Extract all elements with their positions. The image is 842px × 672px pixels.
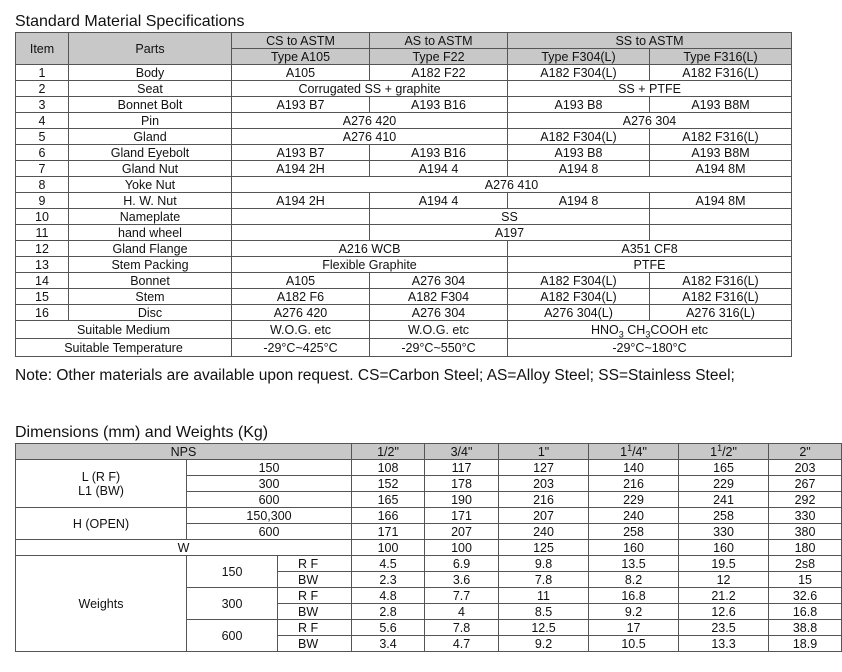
dim-value: 17 xyxy=(589,620,679,636)
dim-value: 166 xyxy=(352,508,425,524)
dim-value: 108 xyxy=(352,460,425,476)
dim-value: 16.8 xyxy=(769,604,842,620)
l-label-bw: L1 (BW) xyxy=(78,483,124,498)
end-type: BW xyxy=(278,604,352,620)
end-type: R F xyxy=(278,556,352,572)
spec-part: Bonnet Bolt xyxy=(69,97,232,113)
header-item: Item xyxy=(16,33,69,65)
spec-f304: A193 B8 xyxy=(508,145,650,161)
dim-value: 2.3 xyxy=(352,572,425,588)
size-one-half-c: /2" xyxy=(722,444,737,459)
spec-item: 16 xyxy=(16,305,69,321)
spec-part: hand wheel xyxy=(69,225,232,241)
medium-ss-a: HNO xyxy=(591,322,619,337)
spec-row xyxy=(16,273,792,289)
medium-label: Suitable Medium xyxy=(16,321,232,339)
dim-value: 160 xyxy=(589,540,679,556)
dim-value: 140 xyxy=(589,460,679,476)
dim-value: 19.5 xyxy=(679,556,769,572)
dim-value: 4 xyxy=(425,604,499,620)
l-label-rf: L (R F) xyxy=(81,469,121,484)
dim-value: 2s8 xyxy=(769,556,842,572)
header-cs: CS to ASTM xyxy=(232,33,370,49)
spec-item: 12 xyxy=(16,241,69,257)
dim-value: 23.5 xyxy=(679,620,769,636)
spec-f316: A193 B8M xyxy=(650,145,792,161)
spec-f304: A182 F304(L) xyxy=(508,129,650,145)
dim-row-h xyxy=(16,508,842,524)
spec-part: Stem Packing xyxy=(69,257,232,273)
size-one-quarter-c: /4" xyxy=(632,444,647,459)
spec-f316: A194 8M xyxy=(650,193,792,209)
spec-part: Gland Eyebolt xyxy=(69,145,232,161)
temperature-label: Suitable Temperature xyxy=(16,339,232,357)
dim-value: 100 xyxy=(425,540,499,556)
end-type: R F xyxy=(278,620,352,636)
header-as: AS to ASTM xyxy=(370,33,508,49)
spec-as: A193 B16 xyxy=(370,145,508,161)
class-rating: 600 xyxy=(187,492,352,508)
size-one-inch: 1" xyxy=(499,444,589,460)
dim-value: 10.5 xyxy=(589,636,679,652)
spec-item: 10 xyxy=(16,209,69,225)
size-one-quarter-b: 1 xyxy=(627,442,633,453)
spec-cs: A194 2H xyxy=(232,193,370,209)
spec-item: 11 xyxy=(16,225,69,241)
medium-ss-e: COOH etc xyxy=(650,322,708,337)
spec-row xyxy=(16,161,792,177)
spec-f316: A276 316(L) xyxy=(650,305,792,321)
spec-cs: A105 xyxy=(232,65,370,81)
spec-row xyxy=(16,193,792,209)
spec-row xyxy=(16,129,792,145)
spec-row xyxy=(16,65,792,81)
spec-cs: A193 B7 xyxy=(232,145,370,161)
dim-value: 9.8 xyxy=(499,556,589,572)
spec-ss: A276 304 xyxy=(508,113,792,129)
dim-value: 15 xyxy=(769,572,842,588)
dim-value: 240 xyxy=(589,508,679,524)
spec-f316: A182 F316(L) xyxy=(650,65,792,81)
header-type-f22: Type F22 xyxy=(370,49,508,65)
dim-value: 8.5 xyxy=(499,604,589,620)
spec-row xyxy=(16,209,792,225)
spec-f316: A194 8M xyxy=(650,161,792,177)
dim-row-w xyxy=(16,540,842,556)
end-type: BW xyxy=(278,572,352,588)
weight-class: 600 xyxy=(187,620,278,652)
dim-value: 32.6 xyxy=(769,588,842,604)
spec-cs-as: A276 420 xyxy=(232,113,508,129)
class-rating: 150,300 xyxy=(187,508,352,524)
size-one-quarter-inch xyxy=(589,444,679,460)
dim-value: 207 xyxy=(499,508,589,524)
dim-value: 190 xyxy=(425,492,499,508)
dim-value: 165 xyxy=(679,460,769,476)
medium-as: W.O.G. etc xyxy=(370,321,508,339)
dim-value: 178 xyxy=(425,476,499,492)
dim-value: 5.6 xyxy=(352,620,425,636)
spec-row xyxy=(16,225,792,241)
spec-empty xyxy=(650,225,792,241)
size-one-half-a: 1 xyxy=(710,444,718,459)
spec-item: 5 xyxy=(16,129,69,145)
class-rating: 150 xyxy=(187,460,352,476)
spec-cs: A194 2H xyxy=(232,161,370,177)
dim-value: 117 xyxy=(425,460,499,476)
weight-class: 150 xyxy=(187,556,278,588)
spec-empty xyxy=(232,209,370,225)
spec-row xyxy=(16,97,792,113)
dim-value: 165 xyxy=(352,492,425,508)
temperature-ss: -29°C~180°C xyxy=(508,339,792,357)
dim-value: 3.4 xyxy=(352,636,425,652)
dim-value: 100 xyxy=(352,540,425,556)
spec-cs-as: A276 410 xyxy=(232,129,508,145)
spec-part: Body xyxy=(69,65,232,81)
temperature-cs: -29°C~425°C xyxy=(232,339,370,357)
size-one-quarter-a: 1 xyxy=(620,444,628,459)
spec-cs-as: Corrugated SS + graphite xyxy=(232,81,508,97)
dim-value: 267 xyxy=(769,476,842,492)
weight-row xyxy=(16,556,842,572)
spec-ss: SS + PTFE xyxy=(508,81,792,97)
dim-value: 7.8 xyxy=(425,620,499,636)
size-half-inch: 1/2" xyxy=(352,444,425,460)
spec-cs-as: Flexible Graphite xyxy=(232,257,508,273)
dim-value: 180 xyxy=(769,540,842,556)
spec-row xyxy=(16,81,792,97)
spec-item: 15 xyxy=(16,289,69,305)
dim-value: 229 xyxy=(589,492,679,508)
spec-f304: A182 F304(L) xyxy=(508,289,650,305)
header-ss: SS to ASTM xyxy=(508,33,792,49)
spec-f304: A182 F304(L) xyxy=(508,273,650,289)
spec-f316: A182 F316(L) xyxy=(650,289,792,305)
dim-value: 12.6 xyxy=(679,604,769,620)
class-rating: 600 xyxy=(187,524,352,540)
dim-value: 171 xyxy=(352,524,425,540)
spec-mid: SS xyxy=(370,209,650,225)
spec-mid: A197 xyxy=(370,225,650,241)
spec-row xyxy=(16,145,792,161)
spec-item: 9 xyxy=(16,193,69,209)
spec-item: 7 xyxy=(16,161,69,177)
dim-value: 12 xyxy=(679,572,769,588)
size-one-half-b: 1 xyxy=(717,442,723,453)
dim-value: 21.2 xyxy=(679,588,769,604)
medium-ss xyxy=(508,321,792,339)
spec-part: Bonnet xyxy=(69,273,232,289)
dim-value: 125 xyxy=(499,540,589,556)
spec-as: A182 F22 xyxy=(370,65,508,81)
class-rating: 300 xyxy=(187,476,352,492)
dim-value: 127 xyxy=(499,460,589,476)
spec-cs: A182 F6 xyxy=(232,289,370,305)
spec-f304: A276 304(L) xyxy=(508,305,650,321)
dim-value: 9.2 xyxy=(499,636,589,652)
spec-ss: A351 CF8 xyxy=(508,241,792,257)
header-parts: Parts xyxy=(69,33,232,65)
size-three-quarter-inch: 3/4" xyxy=(425,444,499,460)
dim-value: 160 xyxy=(679,540,769,556)
header-type-a105: Type A105 xyxy=(232,49,370,65)
medium-ss-c: CH xyxy=(623,322,646,337)
medium-ss-b: 3 xyxy=(618,329,624,339)
dim-row-l xyxy=(16,460,842,476)
spec-row xyxy=(16,257,792,273)
spec-part: H. W. Nut xyxy=(69,193,232,209)
dim-value: 216 xyxy=(589,476,679,492)
spec-f304: A194 8 xyxy=(508,161,650,177)
spec-as: A182 F304 xyxy=(370,289,508,305)
spec-f316: A193 B8M xyxy=(650,97,792,113)
dim-value: 13.5 xyxy=(589,556,679,572)
spec-ss: PTFE xyxy=(508,257,792,273)
dim-value: 330 xyxy=(769,508,842,524)
spec-f316: A182 F316(L) xyxy=(650,129,792,145)
dim-value: 330 xyxy=(679,524,769,540)
dim-value: 4.7 xyxy=(425,636,499,652)
spec-cs: A193 B7 xyxy=(232,97,370,113)
dim-value: 4.8 xyxy=(352,588,425,604)
nps-header: NPS xyxy=(16,444,352,460)
dimensions-table xyxy=(15,443,842,652)
spec-item: 2 xyxy=(16,81,69,97)
spec-cs: A105 xyxy=(232,273,370,289)
spec-item: 14 xyxy=(16,273,69,289)
spec-row xyxy=(16,305,792,321)
weights-label: Weights xyxy=(16,556,187,652)
spec-part: Seat xyxy=(69,81,232,97)
spec-f304: A182 F304(L) xyxy=(508,65,650,81)
spec-f304: A193 B8 xyxy=(508,97,650,113)
w-label: W xyxy=(16,540,352,556)
h-label: H (OPEN) xyxy=(16,508,187,540)
dim-value: 240 xyxy=(499,524,589,540)
size-one-half-inch xyxy=(679,444,769,460)
spec-f316: A182 F316(L) xyxy=(650,273,792,289)
header-type-f316: Type F316(L) xyxy=(650,49,792,65)
spec-row xyxy=(16,241,792,257)
dim-value: 4.5 xyxy=(352,556,425,572)
dim-value: 16.8 xyxy=(589,588,679,604)
spec-part: Pin xyxy=(69,113,232,129)
spec-all: A276 410 xyxy=(232,177,792,193)
dim-value: 152 xyxy=(352,476,425,492)
dim-value: 13.3 xyxy=(679,636,769,652)
spec-as: A193 B16 xyxy=(370,97,508,113)
dims-title: Dimensions (mm) and Weights (Kg) xyxy=(15,424,269,441)
dim-value: 258 xyxy=(679,508,769,524)
dim-value: 171 xyxy=(425,508,499,524)
spec-item: 8 xyxy=(16,177,69,193)
spec-as: A276 304 xyxy=(370,305,508,321)
dim-value: 292 xyxy=(769,492,842,508)
dim-value: 7.7 xyxy=(425,588,499,604)
dim-value: 12.5 xyxy=(499,620,589,636)
spec-as: A194 4 xyxy=(370,161,508,177)
dim-value: 241 xyxy=(679,492,769,508)
dim-value: 7.8 xyxy=(499,572,589,588)
spec-item: 13 xyxy=(16,257,69,273)
medium-ss-d: 3 xyxy=(645,329,651,339)
dim-value: 2.8 xyxy=(352,604,425,620)
spec-part: Nameplate xyxy=(69,209,232,225)
weight-class: 300 xyxy=(187,588,278,620)
dim-value: 380 xyxy=(769,524,842,540)
dim-value: 38.8 xyxy=(769,620,842,636)
temperature-as: -29°C~550°C xyxy=(370,339,508,357)
spec-title: Standard Material Specifications xyxy=(15,13,245,30)
spec-row xyxy=(16,177,792,193)
size-two-inch: 2" xyxy=(769,444,842,460)
spec-row xyxy=(16,289,792,305)
spec-part: Disc xyxy=(69,305,232,321)
spec-part: Stem xyxy=(69,289,232,305)
dim-value: 258 xyxy=(589,524,679,540)
dim-value: 207 xyxy=(425,524,499,540)
spec-part: Gland Nut xyxy=(69,161,232,177)
dim-value: 9.2 xyxy=(589,604,679,620)
spec-part: Gland xyxy=(69,129,232,145)
spec-part: Gland Flange xyxy=(69,241,232,257)
dim-value: 3.6 xyxy=(425,572,499,588)
medium-cs: W.O.G. etc xyxy=(232,321,370,339)
spec-item: 3 xyxy=(16,97,69,113)
dim-value: 11 xyxy=(499,588,589,604)
spec-item: 6 xyxy=(16,145,69,161)
spec-item: 4 xyxy=(16,113,69,129)
end-type: BW xyxy=(278,636,352,652)
materials-note: Note: Other materials are available upon request. CS=Carbon Steel; AS=Alloy Steel; SS=Stainless Steel; xyxy=(15,367,735,384)
spec-cs: A276 420 xyxy=(232,305,370,321)
spec-empty xyxy=(650,209,792,225)
dim-value: 6.9 xyxy=(425,556,499,572)
spec-as: A194 4 xyxy=(370,193,508,209)
dim-value: 203 xyxy=(769,460,842,476)
spec-empty xyxy=(232,225,370,241)
spec-as: A276 304 xyxy=(370,273,508,289)
spec-cs-as: A216 WCB xyxy=(232,241,508,257)
l-label xyxy=(16,460,187,508)
dim-value: 18.9 xyxy=(769,636,842,652)
spec-f304: A194 8 xyxy=(508,193,650,209)
dim-value: 229 xyxy=(679,476,769,492)
end-type: R F xyxy=(278,588,352,604)
spec-part: Yoke Nut xyxy=(69,177,232,193)
dim-value: 203 xyxy=(499,476,589,492)
material-spec-table xyxy=(15,32,792,357)
spec-item: 1 xyxy=(16,65,69,81)
spec-row xyxy=(16,113,792,129)
dim-value: 8.2 xyxy=(589,572,679,588)
dim-value: 216 xyxy=(499,492,589,508)
header-type-f304: Type F304(L) xyxy=(508,49,650,65)
